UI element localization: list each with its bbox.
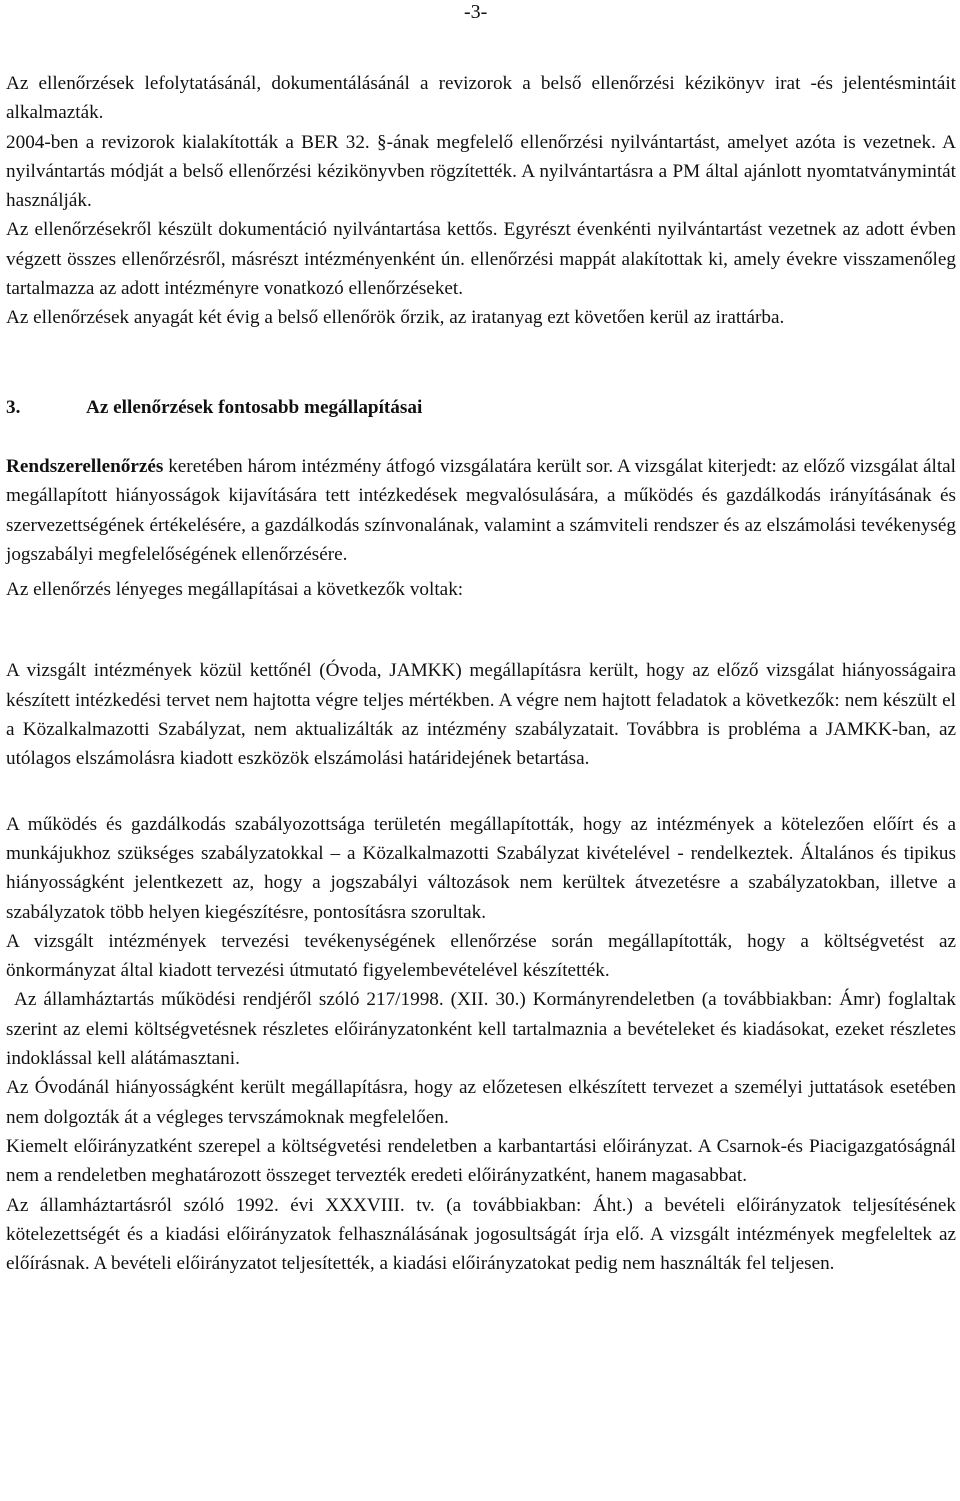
findings-paragraph-2: A működés és gazdálkodás szabályozottsága területén megállapították, hogy az intézmények a kötelezően előírt és a munkájukhoz szükséges szabályzatokkal – a Közalkalmazotti Szabályzat kivételével - rendelkeztek. Általános és tipikus hiányosságként jelentkezett az, hogy a jogszabályi változások nem kerültek átvezetésre a szabályzatokban, illetve a szabályzatok több helyen kiegészítésre, pontosításra szorultak. bbox=[6, 813, 956, 923]
intro-paragraph-2: 2004-ben a revizorok kialakították a BER 32. §-ának megfelelő ellenőrzési nyilvántartást, amelyet azóta is vezetnek. A nyilvántartás módját a belső ellenőrzési kézikönyvben rögzítették. A nyilvántartásra a PM által ajánlott nyomtatványmintát használják. bbox=[6, 131, 956, 212]
document-body bbox=[6, 69, 956, 1278]
system-check-paragraph bbox=[6, 452, 956, 569]
findings-intro: Az ellenőrzés lényeges megállapításai a következők voltak: bbox=[6, 579, 464, 601]
spacer bbox=[6, 422, 956, 452]
section-title: Az ellenőrzések fontosabb megállapításai bbox=[86, 396, 423, 418]
findings-paragraph-6: Kiemelt előirányzatként szerepel a költségvetési rendeletben a karbantartási előirányzat. A Csarnok-és Piacigazgatóságnál nem a rendeletben meghatározott összeget tervezték eredeti előirányzatként, hanem magasabbat. bbox=[6, 1135, 956, 1187]
spacer bbox=[6, 604, 956, 656]
system-check-lead: Rendszerellenőrzés bbox=[6, 455, 164, 477]
findings-paragraph-5: Az Óvodánál hiányosságként került megállapításra, hogy az előzetesen elkészített tervezet a személyi juttatások esetében nem dolgozták át a végleges tervszámoknak megfelelően. bbox=[6, 1077, 956, 1128]
intro-paragraph-1: Az ellenőrzések lefolytatásánál, dokumentálásánál a revizorok a belső ellenőrzési kézikönyv irat -és jelentésmintáit alkalmazták. bbox=[6, 73, 956, 124]
spacer bbox=[6, 333, 956, 393]
intro-paragraph-3: Az ellenőrzésekről készült dokumentáció nyilvántartása kettős. Egyrészt évenkénti nyilvántartást vezetnek az adott évben végzett összes ellenőrzésről, másrészt intézményenként ún. ellenőrzési mappát alakítottak ki, amely évekre visszamenőleg tartalmazza az adott intézményre vonatkozó ellenőrzéseket. bbox=[6, 219, 956, 300]
section-number: 3. bbox=[6, 396, 21, 418]
findings-paragraph-4-text: Az államháztartás működési rendjéről szóló 217/1998. (XII. 30.) Kormányrendeletben (a továbbiakban: Ámr) foglaltak szerint az elemi költségvetésnek részletes előirányzatonként kell tartalmaznia a bevételeket és kiadásokat, ezeket részletes indoklással kell alátámasztani. bbox=[6, 989, 956, 1070]
page-number: -3- bbox=[464, 1, 488, 23]
section-heading bbox=[6, 393, 956, 422]
findings-paragraph-3: A vizsgált intézmények tervezési tevékenységének ellenőrzése során megállapították, hogy a költségvetést az önkormányzat által kiadott tervezési útmutató figyelembevételével készítették. bbox=[6, 930, 956, 982]
findings-paragraph-1: A vizsgált intézmények közül kettőnél (Óvoda, JAMKK) megállapításra került, hogy az előző vizsgálat hiányosságaira készített intézkedési tervet nem hajtotta végre teljes mértékben. A végre nem hajtott feladatok a következők: nem készült el a Közalkalmazotti Szabályzat, nem aktualizálták az intézmény szabályzatait. Továbbra is probléma a JAMKK-ban, az utólagos elszámolásra kiadott eszközök elszámolási határidejének betartása. bbox=[6, 660, 956, 770]
findings-paragraph-4 bbox=[6, 985, 956, 1073]
system-check-text: keretében három intézmény átfogó vizsgálatára került sor. A vizsgálat kiterjedt: az előző vizsgálat által megállapított hiányosságok kijavítására tett intézkedések megvalósulására, a működés és gazdálkodás irányításának és szervezettségének értékelésére, a gazdálkodás színvonalának, valamint a számviteli rendszer és az elszámolási tevékenység jogszabályi megfelelőségének ellenőrzésére. bbox=[6, 455, 956, 565]
spacer bbox=[6, 774, 956, 810]
findings-paragraph-7: Az államháztartásról szóló 1992. évi XXXVIII. tv. (a továbbiakban: Áht.) a bevételi előirányzatok teljesítésének kötelezettségét és a kiadási előirányzatok felhasználásának jogosultságát írja elő. A vizsgált intézmények megfeleltek az előírásnak. A bevételi előirányzatot teljesítették, a kiadási előirányzatokat pedig nem használták fel teljesen. bbox=[6, 1194, 956, 1275]
intro-paragraph-4: Az ellenőrzések anyagát két évig a belső ellenőrök őrzik, az iratanyag ezt követően kerül az irattárba. bbox=[6, 307, 785, 329]
